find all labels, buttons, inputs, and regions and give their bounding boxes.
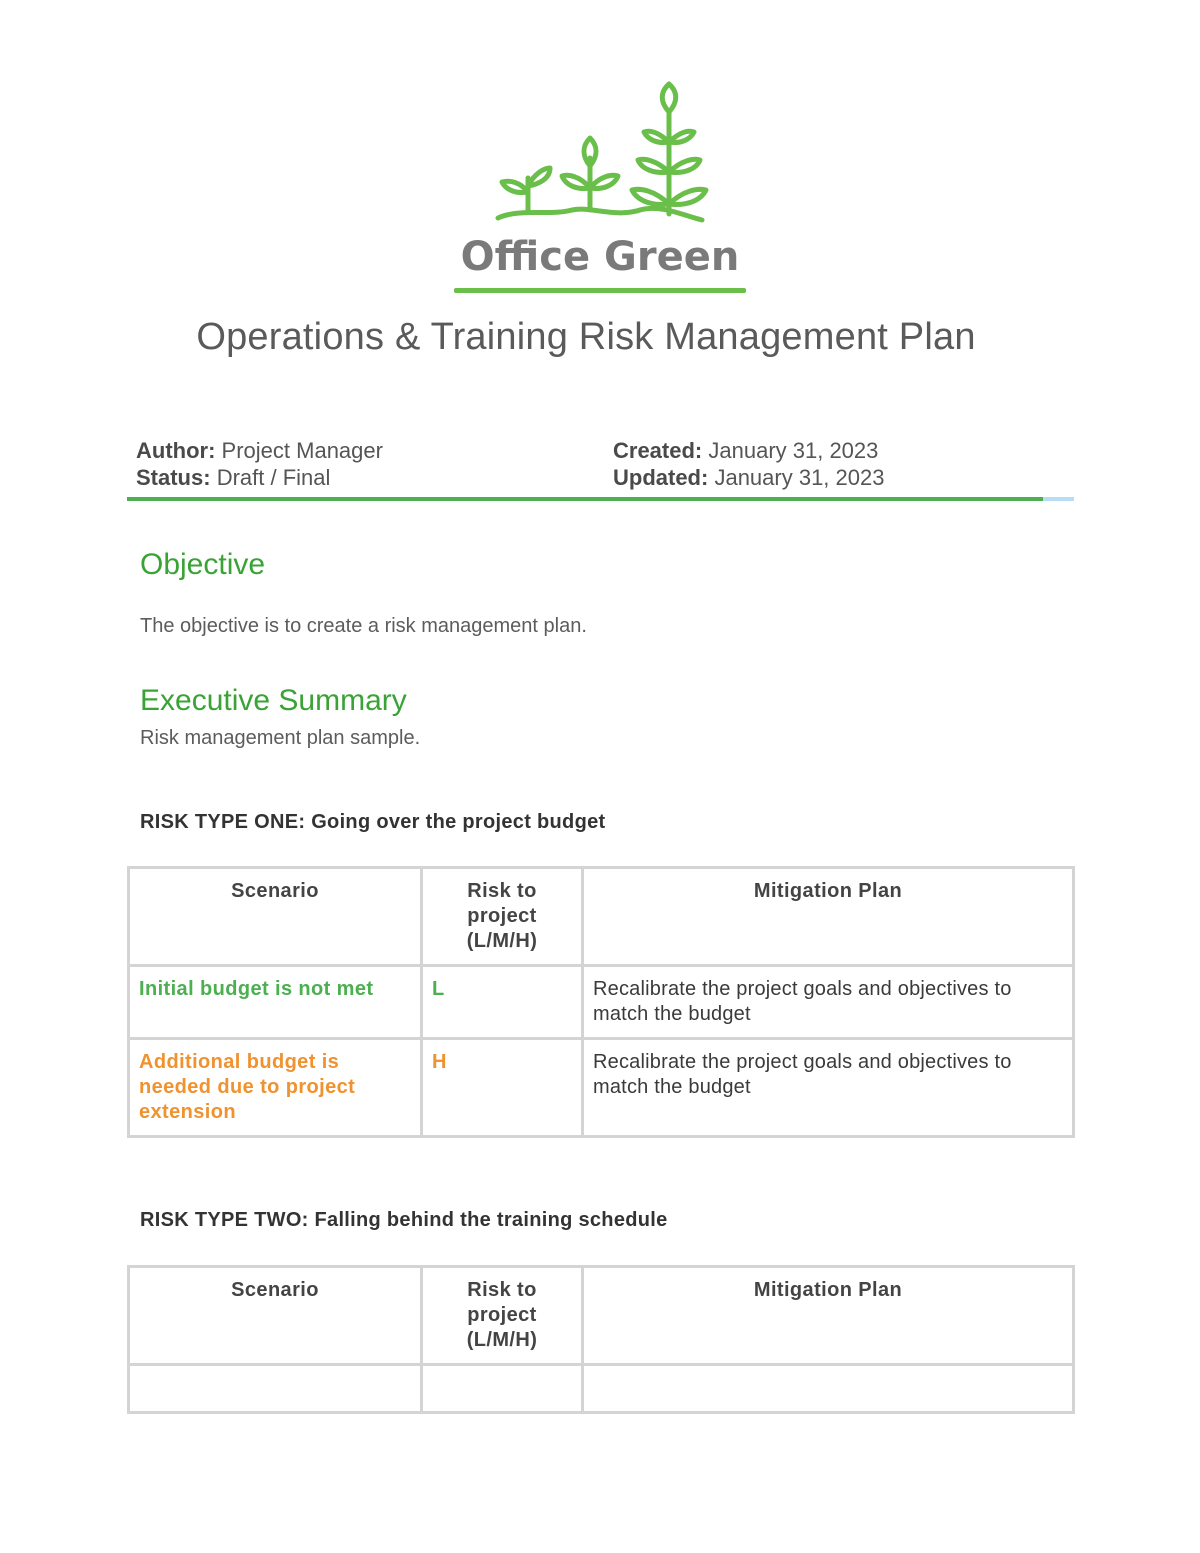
risk-type-one-label: RISK TYPE ONE:: [140, 811, 306, 833]
status-value: Draft / Final: [216, 465, 331, 490]
table-row: [129, 1039, 1074, 1137]
scenario-cell: [129, 1365, 422, 1413]
page-title: Operations & Training Risk Management Plan: [196, 316, 976, 358]
risk-type-two-label: RISK TYPE TWO:: [140, 1209, 309, 1231]
brand-name: Office Green: [460, 234, 740, 280]
header-risk: Risk to project (L/M/H): [422, 1267, 583, 1365]
risk-level-cell: H: [422, 1039, 583, 1137]
risk-type-two-heading: [140, 1209, 668, 1232]
updated-line: [613, 464, 884, 491]
header-scenario: Scenario: [129, 868, 422, 966]
table-row: [129, 1365, 1074, 1413]
meta-right: [613, 437, 884, 491]
status-line: [136, 464, 383, 491]
updated-label: Updated:: [613, 465, 709, 490]
scenario-cell: Additional budget is needed due to project extension: [129, 1039, 422, 1137]
risk-two-table: [127, 1265, 1075, 1414]
table-header-row: [129, 868, 1074, 966]
author-label: Author:: [136, 438, 216, 463]
executive-summary-heading: Executive Summary: [140, 684, 407, 717]
table-header-row: [129, 1267, 1074, 1365]
risk-type-one-title: Going over the project budget: [311, 811, 606, 833]
created-label: Created:: [613, 438, 703, 463]
header-divider-accent: [1043, 497, 1074, 501]
executive-summary-text: Risk management plan sample.: [140, 727, 421, 749]
status-label: Status:: [136, 465, 211, 490]
mitigation-cell: Recalibrate the project goals and objectives to match the budget: [583, 966, 1074, 1039]
plants-icon: [440, 76, 760, 304]
office-green-logo: [440, 76, 760, 304]
risk-type-two-title: Falling behind the training schedule: [314, 1209, 668, 1231]
created-value: January 31, 2023: [708, 438, 879, 463]
header-mitigation: Mitigation Plan: [583, 1267, 1074, 1365]
table-row: [129, 966, 1074, 1039]
risk-level-cell: L: [422, 966, 583, 1039]
mitigation-cell: Recalibrate the project goals and objectives to match the budget: [583, 1039, 1074, 1137]
scenario-cell: Initial budget is not met: [129, 966, 422, 1039]
author-line: [136, 437, 383, 464]
author-value: Project Manager: [221, 438, 383, 463]
objective-heading: Objective: [140, 548, 266, 581]
risk-level-cell: [422, 1365, 583, 1413]
objective-text: The objective is to create a risk management plan.: [140, 615, 587, 637]
updated-value: January 31, 2023: [714, 465, 885, 490]
risk-one-table: [127, 866, 1075, 1138]
mitigation-cell: [583, 1365, 1074, 1413]
header-divider: [127, 497, 1043, 501]
header-mitigation: Mitigation Plan: [583, 868, 1074, 966]
header-risk: Risk to project (L/M/H): [422, 868, 583, 966]
header-scenario: Scenario: [129, 1267, 422, 1365]
risk-type-one-heading: [140, 811, 605, 834]
meta-left: [136, 437, 383, 491]
created-line: [613, 437, 884, 464]
